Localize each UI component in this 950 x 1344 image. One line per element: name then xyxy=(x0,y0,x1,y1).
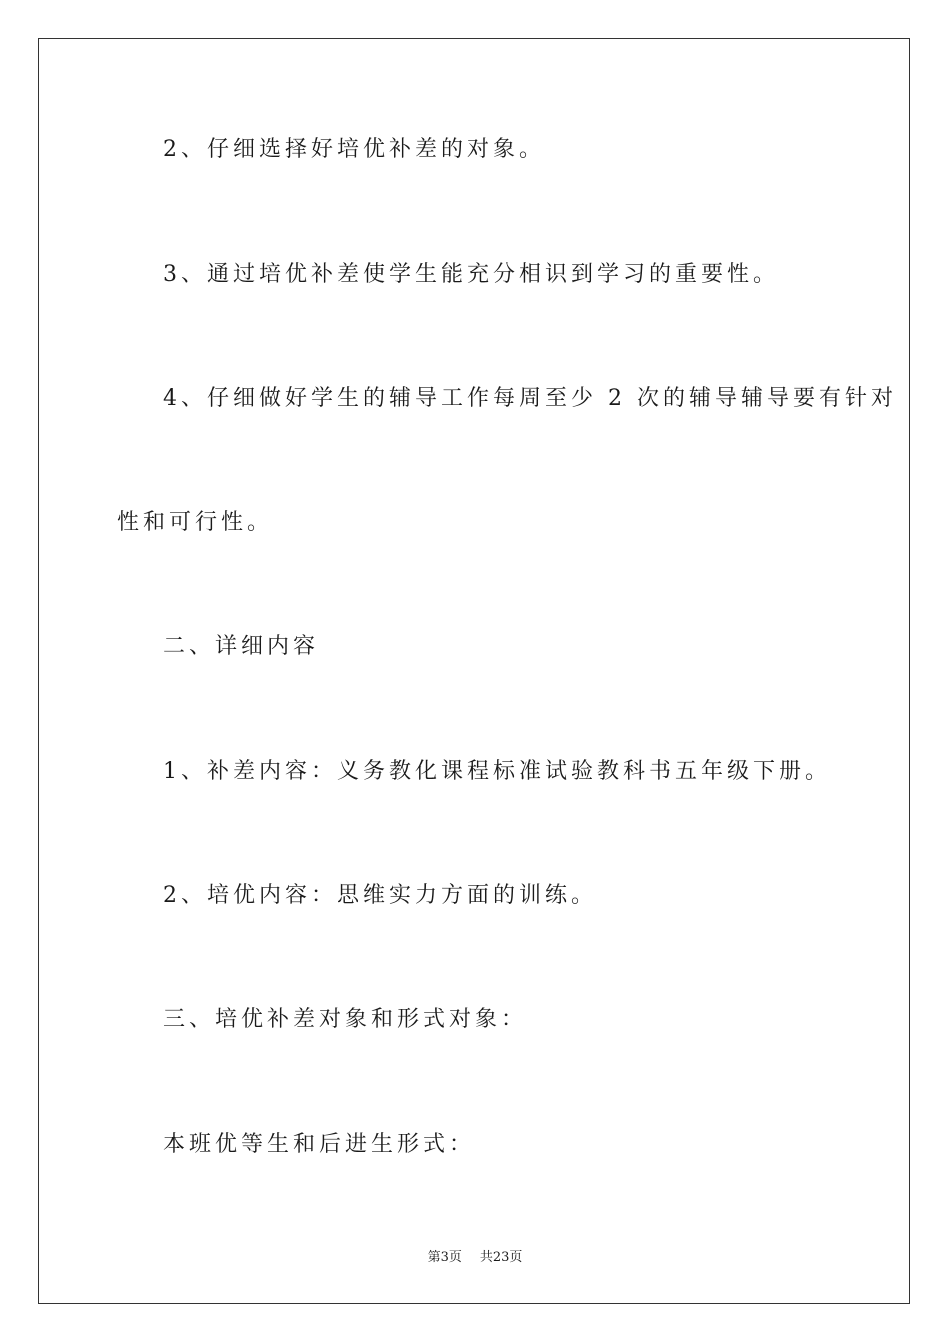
page-total: 共23页 xyxy=(479,1250,523,1265)
paragraph-goal-4-continued: 性和可行性。 xyxy=(117,510,274,535)
paragraph-remedial-content: 1、补差内容：义务教化课程标准试验教科书五年级下册。 xyxy=(163,759,831,784)
page-footer xyxy=(0,1246,950,1265)
section-heading-targets: 三、培优补差对象和形式对象： xyxy=(163,1007,528,1032)
paragraph-advanced-content: 2、培优内容：思维实力方面的训练。 xyxy=(163,883,597,908)
page-border xyxy=(38,38,910,1304)
paragraph-goal-4: 4、仔细做好学生的辅导工作每周至少 2 次的辅导辅导要有针对 xyxy=(163,386,897,411)
paragraph-goal-2: 2、仔细选择好培优补差的对象。 xyxy=(163,137,545,162)
paragraph-class-form: 本班优等生和后进生形式： xyxy=(163,1132,476,1157)
page-number: 第3页 xyxy=(427,1250,462,1265)
paragraph-goal-3: 3、通过培优补差使学生能充分相识到学习的重要性。 xyxy=(163,262,779,287)
section-heading-content: 二、详细内容 xyxy=(163,634,320,659)
